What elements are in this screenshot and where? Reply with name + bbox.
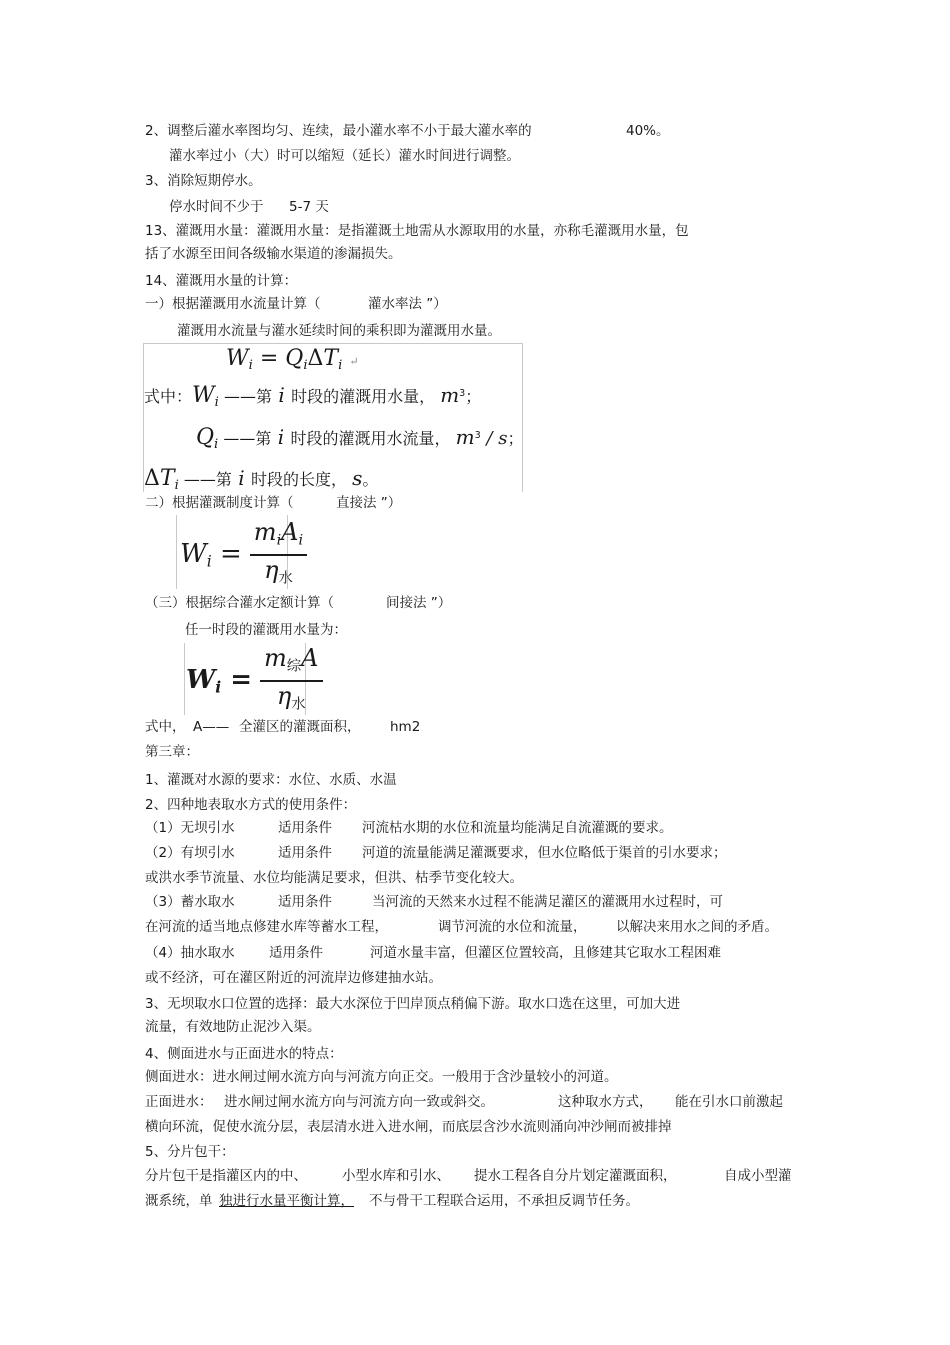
text-line: 2、调整后灌水率图均匀、连续，最小灌水率不小于最大灌水率的 bbox=[145, 123, 532, 139]
formula-indirect-method: $W_i$ = $\frac{m_综A}{\eta_水}$ bbox=[186, 644, 323, 719]
text-line: 这种取水方式， bbox=[558, 1094, 653, 1110]
text-line: 3、消除短期停水。 bbox=[145, 173, 262, 189]
text-line: （三）根据综合灌水定额计算（ bbox=[145, 595, 334, 611]
text-line: 适用条件 bbox=[278, 820, 332, 836]
text-line: 当河流的天然来水过程不能满足灌区的灌溉用水过程时，可 bbox=[372, 894, 723, 910]
formula-direct-method: $W_i$ = $\frac{m_iA_i}{\eta_水}$ bbox=[180, 518, 307, 593]
formula-wi-eq-qi-dti: $W_i = Q_i\Delta T_i$ ↵ bbox=[226, 346, 359, 373]
text-line: 1、灌溉对水源的要求：水位、水质、水温 bbox=[145, 772, 397, 788]
formula-box-water-flow bbox=[143, 343, 523, 492]
text-line: （2）有坝引水 bbox=[145, 845, 235, 861]
text-line: 正面进水： bbox=[145, 1094, 213, 1110]
formula-definition-wi: 式中：$W_i$ ——第 i 时段的灌溉用水量， $m^3$； bbox=[144, 382, 482, 410]
text-line: 适用条件 bbox=[269, 945, 323, 961]
text-line: 全灌区的灌溉面积， bbox=[239, 719, 361, 735]
text-line: 5-7 天 bbox=[289, 199, 329, 215]
text-line: 式中， bbox=[145, 719, 186, 735]
text-line: 河流枯水期的水位和流量均能满足自流灌溉的要求。 bbox=[362, 820, 673, 836]
text-line: 不与骨干工程联合运用，不承担反调节任务。 bbox=[369, 1193, 639, 1209]
text-line: 在河流的适当地点修建水库等蓄水工程， bbox=[145, 919, 388, 935]
text-line: 以解决来用水之间的矛盾。 bbox=[616, 919, 778, 935]
underlined-text: 独进行水量平衡计算， bbox=[219, 1193, 354, 1209]
text-line: 13、灌溉用水量：灌溉用水量：是指灌溉土地需从水源取用的水量，亦称毛灌溉用水量，包 bbox=[145, 223, 689, 239]
chapter-heading: 第三章： bbox=[145, 744, 199, 760]
text-line: 调节河流的水位和流量， bbox=[438, 919, 587, 935]
text-line: A—— bbox=[193, 719, 230, 735]
text-line: 溉系统，单 bbox=[145, 1193, 213, 1209]
text-line: 40%。 bbox=[626, 123, 670, 139]
text-line: 灌溉用水流量与灌水延续时间的乘积即为灌溉用水量。 bbox=[177, 323, 501, 339]
text-line: 14、灌溉用水量的计算： bbox=[145, 273, 298, 289]
text-line: 或不经济，可在灌区附近的河流岸边修建抽水站。 bbox=[145, 970, 442, 986]
text-line: 适用条件 bbox=[278, 845, 332, 861]
text-line: 灌水率法 ”） bbox=[368, 296, 447, 312]
text-line: 直接法 ”） bbox=[336, 495, 402, 511]
text-line: 灌水率过小（大）时可以缩短（延长）灌水时间进行调整。 bbox=[169, 148, 520, 164]
text-line: hm2 bbox=[390, 719, 421, 735]
text-line: 5、分片包干： bbox=[145, 1144, 235, 1160]
text-line: 任一时段的灌溉用水量为： bbox=[185, 622, 347, 638]
formula-definition-dti: $\Delta T_i$ ——第 i 时段的长度， s。 bbox=[144, 466, 379, 493]
text-line: 横向环流，促使水流分层，表层清水进入进水闸，而底层含沙水流则涌向冲沙闸而被排掉 bbox=[145, 1119, 672, 1135]
text-line: 一）根据灌溉用水流量计算（ bbox=[145, 296, 321, 312]
text-line: 提水工程各自分片划定灌溉面积， bbox=[474, 1168, 677, 1184]
text-line: 适用条件 bbox=[278, 894, 332, 910]
text-line: 二）根据灌溉制度计算（ bbox=[145, 495, 294, 511]
formula-definition-qi: $Q_i$ ——第 i 时段的灌溉用水流量， $m^3$ / s； bbox=[196, 424, 524, 452]
text-line: 或洪水季节流量、水位均能满足要求，但洪、枯季节变化较大。 bbox=[145, 870, 523, 886]
text-line: 河道水量丰富，但灌区位置较高，且修建其它取水工程困难 bbox=[370, 945, 721, 961]
text-line: 2、四种地表取水方式的使用条件： bbox=[145, 797, 357, 813]
text-line: （3）蓄水取水 bbox=[145, 894, 235, 910]
text-line: 分片包干是指灌区内的中、 bbox=[145, 1168, 307, 1184]
text-line: 河道的流量能满足灌溉要求，但水位略低于渠首的引水要求； bbox=[362, 845, 727, 861]
text-line: （4）抽水取水 bbox=[145, 945, 235, 961]
text-line: 进水闸过闸水流方向与河流方向一致或斜交。 bbox=[224, 1094, 494, 1110]
text-line: 括了水源至田间各级输水渠道的渗漏损失。 bbox=[145, 246, 402, 262]
text-line: 4、侧面进水与正面进水的特点： bbox=[145, 1046, 343, 1062]
text-line: 侧面进水：进水闸过闸水流方向与河流方向正交。一般用于含沙量较小的河道。 bbox=[145, 1069, 618, 1085]
text-line: 3、无坝取水口位置的选择：最大水深位于凹岸顶点稍偏下游。取水口选在这里，可加大进 bbox=[145, 996, 681, 1012]
text-line: 自成小型灌 bbox=[724, 1168, 792, 1184]
text-line: 能在引水口前激起 bbox=[675, 1094, 783, 1110]
text-line: 停水时间不少于 bbox=[169, 199, 264, 215]
text-line: 流量，有效地防止泥沙入渠。 bbox=[145, 1019, 321, 1035]
text-line: 小型水库和引水、 bbox=[342, 1168, 450, 1184]
text-line: 间接法 ”） bbox=[386, 595, 452, 611]
text-line: （1）无坝引水 bbox=[145, 820, 235, 836]
